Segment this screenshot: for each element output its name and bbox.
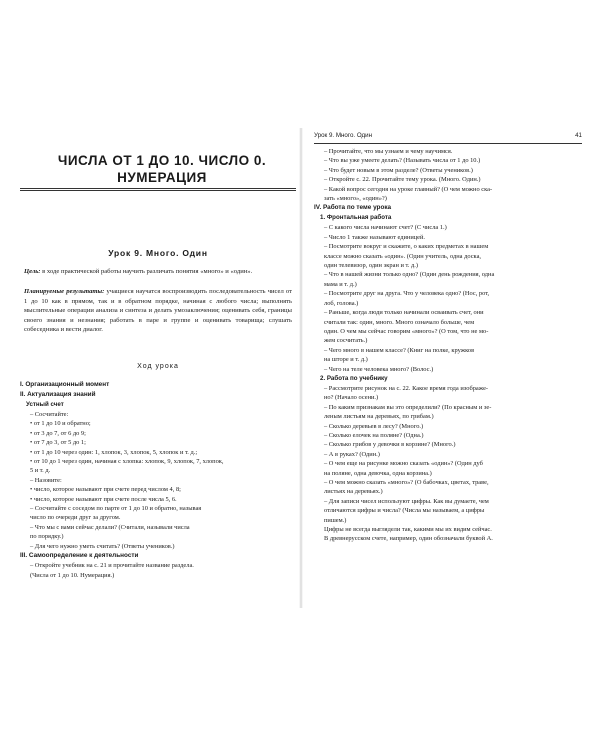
results-text: учащиеся научатся воспроизводить последовательность чисел от 1 до 10 как в прямом, так и в обратном порядке, начиная с любого числа; выполнять мыслительные операции анализа и синтеза и делать умозаключения; оценивать себя, границы своего знания и незнания; работать в паре и группе и оценивать товарища; слушать собеседника и вести диалог.: [24, 288, 292, 333]
text-line: классе можно сказать «один». (Один учитель, одна доска,: [324, 252, 481, 260]
subsection-heading: Устный счет: [26, 401, 64, 408]
text-line: – По каким признакам вы это определили? (По красным и зе-: [324, 403, 492, 411]
section-heading: I. Организационный момент: [20, 381, 110, 388]
text-line: – С какого числа начинают счет? (С числа 1.): [324, 224, 447, 232]
text-line: – Что в нашей жизни только одно? (Один день рождения, одна: [324, 271, 495, 279]
lesson-flow-heading: Ход урока: [137, 363, 179, 370]
text-line: – Сколько грибов у девочки в корзине? (Много.): [324, 441, 456, 449]
text-line: – Для записи чисел используют цифры. Как вы думаете, чем: [324, 497, 489, 505]
text-line: на поляне, одна девочка, одна корзина.): [324, 469, 432, 477]
text-line: на шторе и т. д.): [324, 356, 368, 364]
text-line: В древнерусском счете, например, один обозначали буквой А.: [324, 535, 493, 543]
text-line: зать «много», «один»?): [324, 195, 387, 203]
text-line: считали так: один, много. Много означало больше, чем: [324, 318, 475, 326]
left-page: [20, 128, 296, 608]
running-head-title: Урок 9. Много. Один: [314, 132, 373, 139]
text-line: – Какой вопрос сегодня на уроке главный? (О чем можно ска-: [324, 185, 493, 193]
text-line: – Сосчитайте:: [30, 411, 69, 418]
text-line: • от 1 до 10 и обратно;: [30, 420, 91, 428]
left-lesson-list: [20, 380, 296, 580]
text-line: • от 3 до 7, от 6 до 9;: [30, 429, 86, 437]
text-line: лоб, голова.): [324, 299, 359, 307]
text-line: – Посмотрите друг на друга. Что у человека одно? (Нос, рот,: [324, 290, 490, 298]
text-line: – Прочитайте, что мы узнаем и чему научимся.: [324, 148, 453, 155]
text-line: леным листьям на деревьях, по грибам.): [324, 413, 434, 421]
running-head: [314, 132, 582, 144]
text-line: мама и т. д.): [324, 280, 357, 288]
goal-paragraph: [24, 267, 292, 277]
text-line: листьях на деревьях.): [324, 488, 383, 496]
text-line: – Что мы с вами сейчас делали? (Считали, называли числа: [30, 523, 190, 531]
text-line: 5 и т. д.: [30, 467, 51, 475]
text-line: • число, которое называют при счете перед числом 4, 8;: [30, 486, 181, 494]
goal-label: Цель:: [24, 268, 41, 275]
text-line: Цифры не всегда выглядели так, какими мы их видим сейчас.: [324, 526, 492, 534]
subsection-heading: 1. Фронтальная работа: [320, 214, 392, 222]
section-heading: III. Самоопределение к деятельности: [20, 552, 139, 560]
text-line: – Чего на теле человека много? (Волос.): [324, 365, 434, 373]
text-line: – Сколько елочек на поляне? (Одна.): [324, 431, 424, 439]
text-line: – Что будет новым в этом разделе? (Ответы учеников.): [324, 166, 473, 174]
book-spine: [299, 128, 303, 608]
text-line: • от 1 до 10 через один: 1, хлопок, 3, хлопок, 5, хлопок и т. д.;: [30, 448, 198, 456]
results-paragraph: [24, 287, 292, 335]
text-line: – Для чего нужно уметь считать? (Ответы учеников.): [30, 542, 175, 550]
text-line: – Сколько деревьев в лесу? (Много.): [324, 422, 424, 430]
text-line: – Что вы уже умеете делать? (Называть числа от 1 до 10.): [324, 157, 481, 165]
text-line: • число, которое называют при счете после числа 5, 6.: [30, 495, 177, 503]
text-line: – Раньше, когда люди только начинали осваивать счет, они: [324, 309, 484, 317]
goal-text: в ходе практической работы научить различать понятия «много» и «один».: [42, 268, 253, 275]
section-heading: IV. Работа по теме урока: [314, 204, 392, 212]
text-line: один телевизор, один экран и т. д.): [324, 262, 418, 270]
chapter-title: ЧИСЛА ОТ 1 ДО 10. ЧИСЛО 0. НУМЕРАЦИЯ: [57, 153, 267, 185]
lesson-title: Урок 9. Много. Один: [108, 248, 208, 258]
text-line: отличаются цифры и числа? (Числа мы называем, а цифры: [324, 507, 485, 515]
text-line: жем сосчитать.): [324, 337, 368, 345]
subsection-heading: 2. Работа по учебнику: [320, 374, 388, 382]
text-line: (Числа от 1 до 10. Нумерация.): [30, 571, 115, 579]
right-page: [306, 128, 586, 608]
text-line: – Назовите:: [30, 476, 62, 484]
text-line: но? (Начало осени.): [324, 394, 379, 402]
text-line: – Откройте учебник на с. 21 и прочитайте название раздела.: [30, 562, 194, 570]
results-label: Планируемые результаты:: [24, 288, 105, 295]
text-line: • от 10 до 1 через один, начиная с хлопка: хлопок, 9, хлопок, 7, хлопок,: [30, 458, 224, 466]
section-heading: II. Актуализация знаний: [20, 391, 96, 398]
chapter-rule-bottom: [20, 190, 296, 191]
text-line: – О чем еще на рисунке можно сказать «один»? (Один дуб: [324, 460, 483, 468]
page-number: 41: [575, 132, 582, 139]
text-line: – Откройте с. 22. Прочитайте тему урока. (Много. Один.): [324, 176, 481, 184]
text-line: один. О чем мы сейчас говорим «много»? (О том, что не мо-: [324, 327, 489, 335]
text-line: • от 7 до 3, от 5 до 1;: [30, 439, 86, 447]
chapter-rule-top: [20, 188, 296, 189]
text-line: пишем.): [324, 516, 347, 524]
text-line: – Посмотрите вокруг и скажите, о каких предметах в нашем: [324, 243, 489, 251]
text-line: – А в руках? (Один.): [324, 450, 380, 458]
text-line: – Сосчитайте с соседом по парте от 1 до 10 и обратно, называя: [30, 505, 202, 513]
text-line: – Число 1 также называют единицей.: [324, 233, 426, 241]
text-line: – Чего много в нашем классе? (Книг на полке, кружков: [324, 346, 475, 354]
text-line: – Рассмотрите рисунок на с. 22. Какое время года изображе-: [324, 384, 489, 392]
text-line: число по очереди друг за другом.: [30, 514, 121, 522]
text-line: – О чем можно сказать «много»? (О бабочках, цветах, траве,: [324, 479, 489, 486]
right-lesson-list: [314, 147, 584, 544]
text-line: по порядку.): [30, 533, 64, 541]
